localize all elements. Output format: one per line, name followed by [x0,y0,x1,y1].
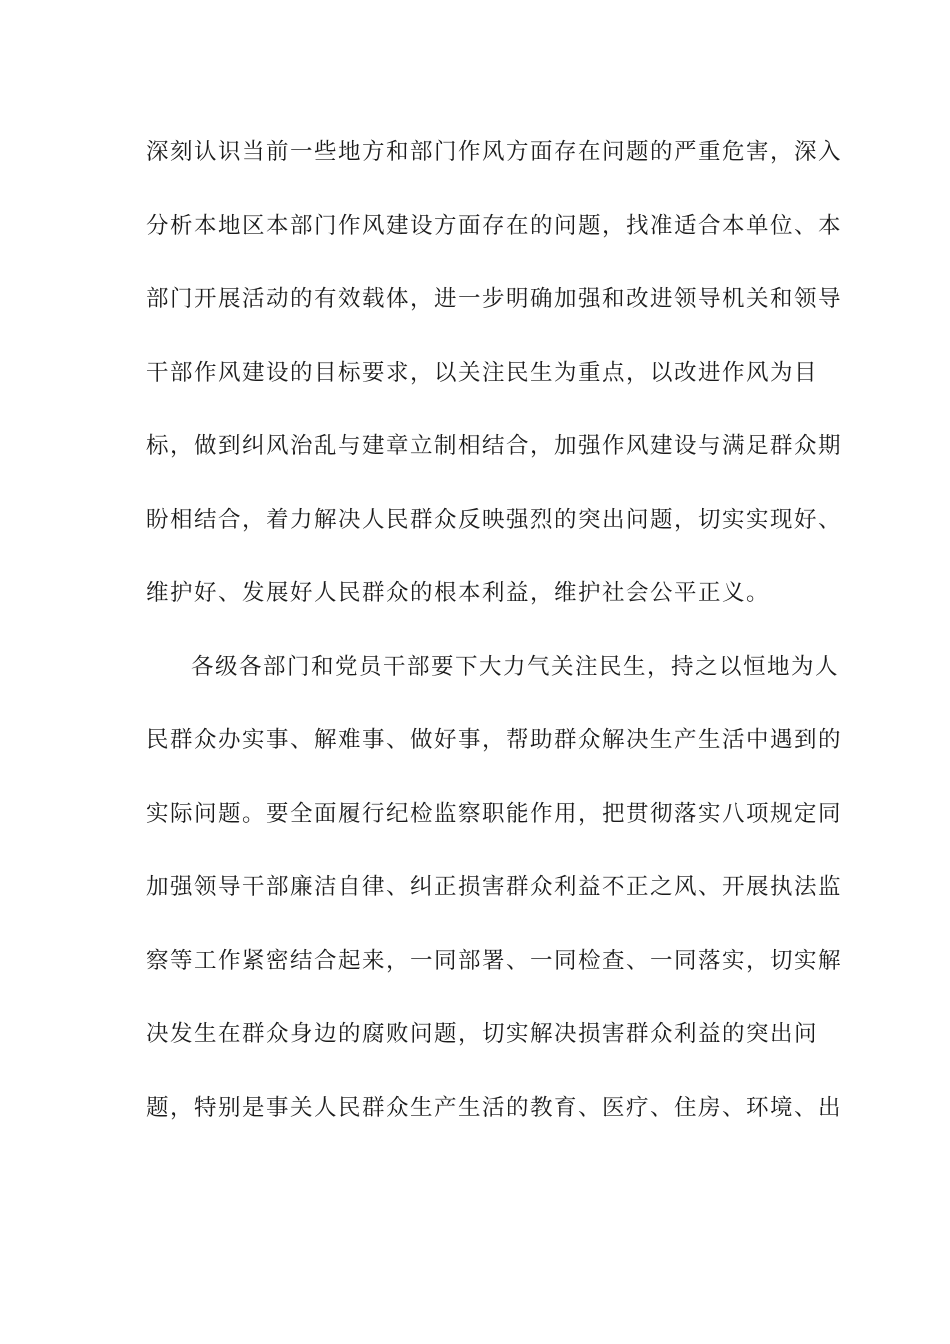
text-line: 分析本地区本部门作风建设方面存在的问题，找准适合本单位、本 [146,212,843,239]
text-line: 深刻认识当前一些地方和部门作风方面存在问题的严重危害，深入 [146,139,843,165]
text-line: 盼相结合，着力解决人民群众反映强烈的突出问题，切实实现好、 [146,506,843,533]
text-line: 加强领导干部廉洁自律、纠正损害群众利益不正之风、开展执法监 [146,874,843,900]
text-line: 题，特别是事关人民群众生产生活的教育、医疗、住房、环境、出 [146,1094,843,1121]
paragraph-start-line: 各级各部门和党员干部要下大力气关注民生，持之以恒地为人 [191,653,840,680]
text-line: 察等工作紧密结合起来，一同部署、一同检查、一同落实，切实解 [146,947,843,974]
text-line: 标，做到纠风治乱与建章立制相结合，加强作风建设与满足群众期 [146,433,843,459]
body-text [146,130,843,1159]
text-line: 部门开展活动的有效载体，进一步明确加强和改进领导机关和领导 [146,286,843,312]
text-line: 维护好、发展好人民群众的根本利益，维护社会公平正义。 [146,580,771,606]
text-line: 决发生在群众身边的腐败问题，切实解决损害群众利益的突出问 [146,1021,819,1047]
text-line: 民群众办实事、解难事、做好事，帮助群众解决生产生活中遇到的 [146,727,843,753]
text-line: 实际问题。要全面履行纪检监察职能作用，把贯彻落实八项规定同 [146,800,843,827]
text-line: 干部作风建设的目标要求，以关注民生为重点，以改进作风为目 [146,359,819,386]
